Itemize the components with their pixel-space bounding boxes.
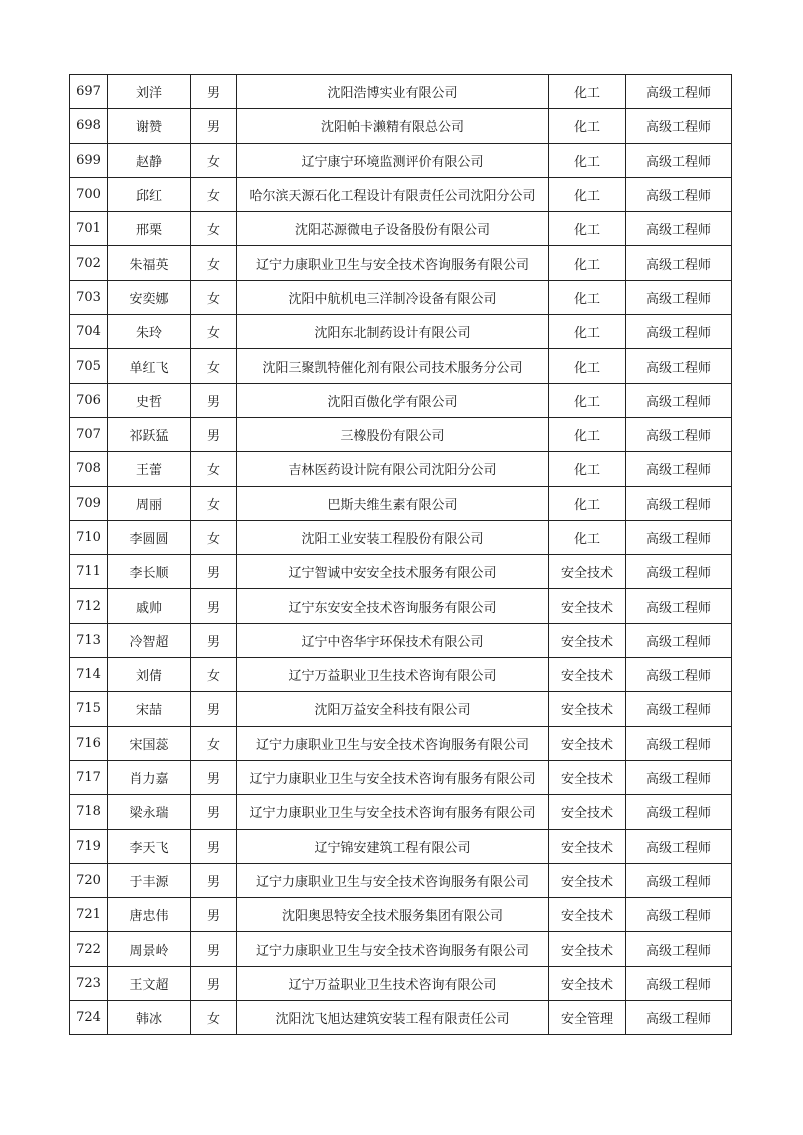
specialty-cell: 化工	[549, 349, 626, 383]
organization-cell: 巴斯夫维生素有限公司	[237, 486, 549, 520]
person-name-cell: 史哲	[108, 383, 191, 417]
specialty-cell: 安全技术	[549, 932, 626, 966]
row-number-cell: 704	[70, 315, 108, 349]
person-name-cell: 王蕾	[108, 452, 191, 486]
organization-cell: 辽宁智诚中安安全技术服务有限公司	[237, 555, 549, 589]
table-row	[70, 726, 732, 760]
professional-title-cell: 高级工程师	[626, 280, 732, 314]
gender-cell: 女	[191, 349, 237, 383]
professional-title-cell: 高级工程师	[626, 726, 732, 760]
person-name-cell: 于丰源	[108, 863, 191, 897]
specialty-cell: 化工	[549, 75, 626, 109]
person-name-cell: 李天飞	[108, 829, 191, 863]
organization-cell: 辽宁力康职业卫生与安全技术咨询服务有限公司	[237, 246, 549, 280]
table-row	[70, 143, 732, 177]
person-name-cell: 单红飞	[108, 349, 191, 383]
table-row	[70, 623, 732, 657]
professional-title-cell: 高级工程师	[626, 623, 732, 657]
table-row	[70, 383, 732, 417]
row-number-cell: 720	[70, 863, 108, 897]
professional-title-cell: 高级工程师	[626, 383, 732, 417]
roster-table	[69, 74, 732, 1035]
gender-cell: 男	[191, 589, 237, 623]
row-number-cell: 722	[70, 932, 108, 966]
organization-cell: 辽宁力康职业卫生与安全技术咨询服务有限公司	[237, 726, 549, 760]
table-row	[70, 349, 732, 383]
gender-cell: 女	[191, 520, 237, 554]
gender-cell: 女	[191, 246, 237, 280]
organization-cell: 沈阳三聚凯特催化剂有限公司技术服务分公司	[237, 349, 549, 383]
professional-title-cell: 高级工程师	[626, 520, 732, 554]
gender-cell: 女	[191, 452, 237, 486]
person-name-cell: 韩冰	[108, 1001, 191, 1035]
gender-cell: 男	[191, 692, 237, 726]
person-name-cell: 刘洋	[108, 75, 191, 109]
table-row	[70, 452, 732, 486]
professional-title-cell: 高级工程师	[626, 212, 732, 246]
person-name-cell: 戚帅	[108, 589, 191, 623]
specialty-cell: 化工	[549, 452, 626, 486]
gender-cell: 男	[191, 932, 237, 966]
table-row	[70, 898, 732, 932]
row-number-cell: 711	[70, 555, 108, 589]
table-row	[70, 486, 732, 520]
specialty-cell: 化工	[549, 417, 626, 451]
row-number-cell: 723	[70, 966, 108, 1000]
person-name-cell: 周景岭	[108, 932, 191, 966]
gender-cell: 男	[191, 966, 237, 1000]
specialty-cell: 安全技术	[549, 726, 626, 760]
gender-cell: 女	[191, 177, 237, 211]
specialty-cell: 安全技术	[549, 555, 626, 589]
specialty-cell: 安全技术	[549, 898, 626, 932]
row-number-cell: 705	[70, 349, 108, 383]
professional-title-cell: 高级工程师	[626, 417, 732, 451]
gender-cell: 男	[191, 383, 237, 417]
person-name-cell: 王文超	[108, 966, 191, 1000]
person-name-cell: 祁跃猛	[108, 417, 191, 451]
person-name-cell: 李长顺	[108, 555, 191, 589]
row-number-cell: 718	[70, 795, 108, 829]
table-row	[70, 1001, 732, 1035]
organization-cell: 辽宁力康职业卫生与安全技术咨询有服务有限公司	[237, 795, 549, 829]
organization-cell: 沈阳沈飞旭达建筑安装工程有限责任公司	[237, 1001, 549, 1035]
organization-cell: 辽宁力康职业卫生与安全技术咨询服务有限公司	[237, 863, 549, 897]
gender-cell: 男	[191, 417, 237, 451]
table-row	[70, 555, 732, 589]
row-number-cell: 702	[70, 246, 108, 280]
person-name-cell: 周丽	[108, 486, 191, 520]
roster-table-body	[70, 75, 732, 1035]
organization-cell: 辽宁万益职业卫生技术咨询有限公司	[237, 966, 549, 1000]
organization-cell: 沈阳工业安装工程股份有限公司	[237, 520, 549, 554]
row-number-cell: 721	[70, 898, 108, 932]
row-number-cell: 698	[70, 109, 108, 143]
table-row	[70, 417, 732, 451]
specialty-cell: 安全技术	[549, 589, 626, 623]
organization-cell: 辽宁康宁环境监测评价有限公司	[237, 143, 549, 177]
gender-cell: 女	[191, 212, 237, 246]
row-number-cell: 715	[70, 692, 108, 726]
table-row	[70, 520, 732, 554]
row-number-cell: 714	[70, 658, 108, 692]
row-number-cell: 717	[70, 760, 108, 794]
specialty-cell: 化工	[549, 177, 626, 211]
professional-title-cell: 高级工程师	[626, 177, 732, 211]
gender-cell: 男	[191, 75, 237, 109]
table-row	[70, 658, 732, 692]
table-row	[70, 212, 732, 246]
specialty-cell: 化工	[549, 246, 626, 280]
table-row	[70, 966, 732, 1000]
person-name-cell: 宋国蕊	[108, 726, 191, 760]
professional-title-cell: 高级工程师	[626, 589, 732, 623]
gender-cell: 女	[191, 315, 237, 349]
professional-title-cell: 高级工程师	[626, 452, 732, 486]
professional-title-cell: 高级工程师	[626, 555, 732, 589]
professional-title-cell: 高级工程师	[626, 863, 732, 897]
row-number-cell: 712	[70, 589, 108, 623]
person-name-cell: 朱玲	[108, 315, 191, 349]
gender-cell: 女	[191, 486, 237, 520]
organization-cell: 沈阳百傲化学有限公司	[237, 383, 549, 417]
row-number-cell: 719	[70, 829, 108, 863]
gender-cell: 男	[191, 898, 237, 932]
professional-title-cell: 高级工程师	[626, 692, 732, 726]
professional-title-cell: 高级工程师	[626, 760, 732, 794]
person-name-cell: 李圆圆	[108, 520, 191, 554]
table-row	[70, 177, 732, 211]
person-name-cell: 梁永瑞	[108, 795, 191, 829]
table-row	[70, 280, 732, 314]
professional-title-cell: 高级工程师	[626, 898, 732, 932]
specialty-cell: 安全技术	[549, 760, 626, 794]
organization-cell: 吉林医药设计院有限公司沈阳分公司	[237, 452, 549, 486]
table-row	[70, 932, 732, 966]
table-row	[70, 795, 732, 829]
table-row	[70, 75, 732, 109]
professional-title-cell: 高级工程师	[626, 246, 732, 280]
specialty-cell: 化工	[549, 143, 626, 177]
professional-title-cell: 高级工程师	[626, 658, 732, 692]
table-row	[70, 692, 732, 726]
professional-title-cell: 高级工程师	[626, 349, 732, 383]
row-number-cell: 706	[70, 383, 108, 417]
organization-cell: 辽宁东安安全技术咨询服务有限公司	[237, 589, 549, 623]
organization-cell: 三橡股份有限公司	[237, 417, 549, 451]
table-row	[70, 589, 732, 623]
person-name-cell: 刘倩	[108, 658, 191, 692]
specialty-cell: 安全技术	[549, 829, 626, 863]
professional-title-cell: 高级工程师	[626, 966, 732, 1000]
organization-cell: 哈尔滨天源石化工程设计有限责任公司沈阳分公司	[237, 177, 549, 211]
gender-cell: 女	[191, 143, 237, 177]
row-number-cell: 708	[70, 452, 108, 486]
specialty-cell: 化工	[549, 280, 626, 314]
gender-cell: 男	[191, 795, 237, 829]
professional-title-cell: 高级工程师	[626, 109, 732, 143]
organization-cell: 辽宁锦安建筑工程有限公司	[237, 829, 549, 863]
gender-cell: 男	[191, 555, 237, 589]
organization-cell: 辽宁力康职业卫生与安全技术咨询服务有限公司	[237, 932, 549, 966]
person-name-cell: 邱红	[108, 177, 191, 211]
specialty-cell: 安全技术	[549, 863, 626, 897]
row-number-cell: 716	[70, 726, 108, 760]
row-number-cell: 700	[70, 177, 108, 211]
person-name-cell: 唐忠伟	[108, 898, 191, 932]
organization-cell: 辽宁力康职业卫生与安全技术咨询有服务有限公司	[237, 760, 549, 794]
person-name-cell: 朱福英	[108, 246, 191, 280]
person-name-cell: 冷智超	[108, 623, 191, 657]
person-name-cell: 宋喆	[108, 692, 191, 726]
professional-title-cell: 高级工程师	[626, 932, 732, 966]
gender-cell: 男	[191, 623, 237, 657]
gender-cell: 男	[191, 760, 237, 794]
row-number-cell: 710	[70, 520, 108, 554]
specialty-cell: 化工	[549, 383, 626, 417]
professional-title-cell: 高级工程师	[626, 486, 732, 520]
row-number-cell: 703	[70, 280, 108, 314]
table-row	[70, 760, 732, 794]
organization-cell: 沈阳帕卡濑精有限总公司	[237, 109, 549, 143]
professional-title-cell: 高级工程师	[626, 829, 732, 863]
row-number-cell: 697	[70, 75, 108, 109]
table-row	[70, 246, 732, 280]
row-number-cell: 713	[70, 623, 108, 657]
row-number-cell: 724	[70, 1001, 108, 1035]
specialty-cell: 化工	[549, 109, 626, 143]
organization-cell: 沈阳万益安全科技有限公司	[237, 692, 549, 726]
specialty-cell: 安全管理	[549, 1001, 626, 1035]
person-name-cell: 安奕娜	[108, 280, 191, 314]
gender-cell: 女	[191, 658, 237, 692]
specialty-cell: 安全技术	[549, 623, 626, 657]
specialty-cell: 化工	[549, 486, 626, 520]
row-number-cell: 701	[70, 212, 108, 246]
organization-cell: 沈阳浩博实业有限公司	[237, 75, 549, 109]
person-name-cell: 肖力嘉	[108, 760, 191, 794]
professional-title-cell: 高级工程师	[626, 143, 732, 177]
specialty-cell: 安全技术	[549, 795, 626, 829]
gender-cell: 女	[191, 1001, 237, 1035]
professional-title-cell: 高级工程师	[626, 1001, 732, 1035]
organization-cell: 辽宁万益职业卫生技术咨询有限公司	[237, 658, 549, 692]
person-name-cell: 赵静	[108, 143, 191, 177]
gender-cell: 男	[191, 109, 237, 143]
organization-cell: 沈阳东北制药设计有限公司	[237, 315, 549, 349]
organization-cell: 辽宁中咨华宇环保技术有限公司	[237, 623, 549, 657]
table-row	[70, 109, 732, 143]
row-number-cell: 709	[70, 486, 108, 520]
professional-title-cell: 高级工程师	[626, 75, 732, 109]
gender-cell: 女	[191, 726, 237, 760]
table-row	[70, 315, 732, 349]
organization-cell: 沈阳奥思特安全技术服务集团有限公司	[237, 898, 549, 932]
person-name-cell: 谢赞	[108, 109, 191, 143]
gender-cell: 男	[191, 829, 237, 863]
professional-title-cell: 高级工程师	[626, 315, 732, 349]
specialty-cell: 安全技术	[549, 658, 626, 692]
organization-cell: 沈阳芯源微电子设备股份有限公司	[237, 212, 549, 246]
table-row	[70, 829, 732, 863]
gender-cell: 女	[191, 280, 237, 314]
table-row	[70, 863, 732, 897]
gender-cell: 男	[191, 863, 237, 897]
row-number-cell: 699	[70, 143, 108, 177]
specialty-cell: 安全技术	[549, 692, 626, 726]
specialty-cell: 化工	[549, 315, 626, 349]
person-name-cell: 邢栗	[108, 212, 191, 246]
row-number-cell: 707	[70, 417, 108, 451]
specialty-cell: 化工	[549, 212, 626, 246]
organization-cell: 沈阳中航机电三洋制冷设备有限公司	[237, 280, 549, 314]
professional-title-cell: 高级工程师	[626, 795, 732, 829]
specialty-cell: 安全技术	[549, 966, 626, 1000]
specialty-cell: 化工	[549, 520, 626, 554]
